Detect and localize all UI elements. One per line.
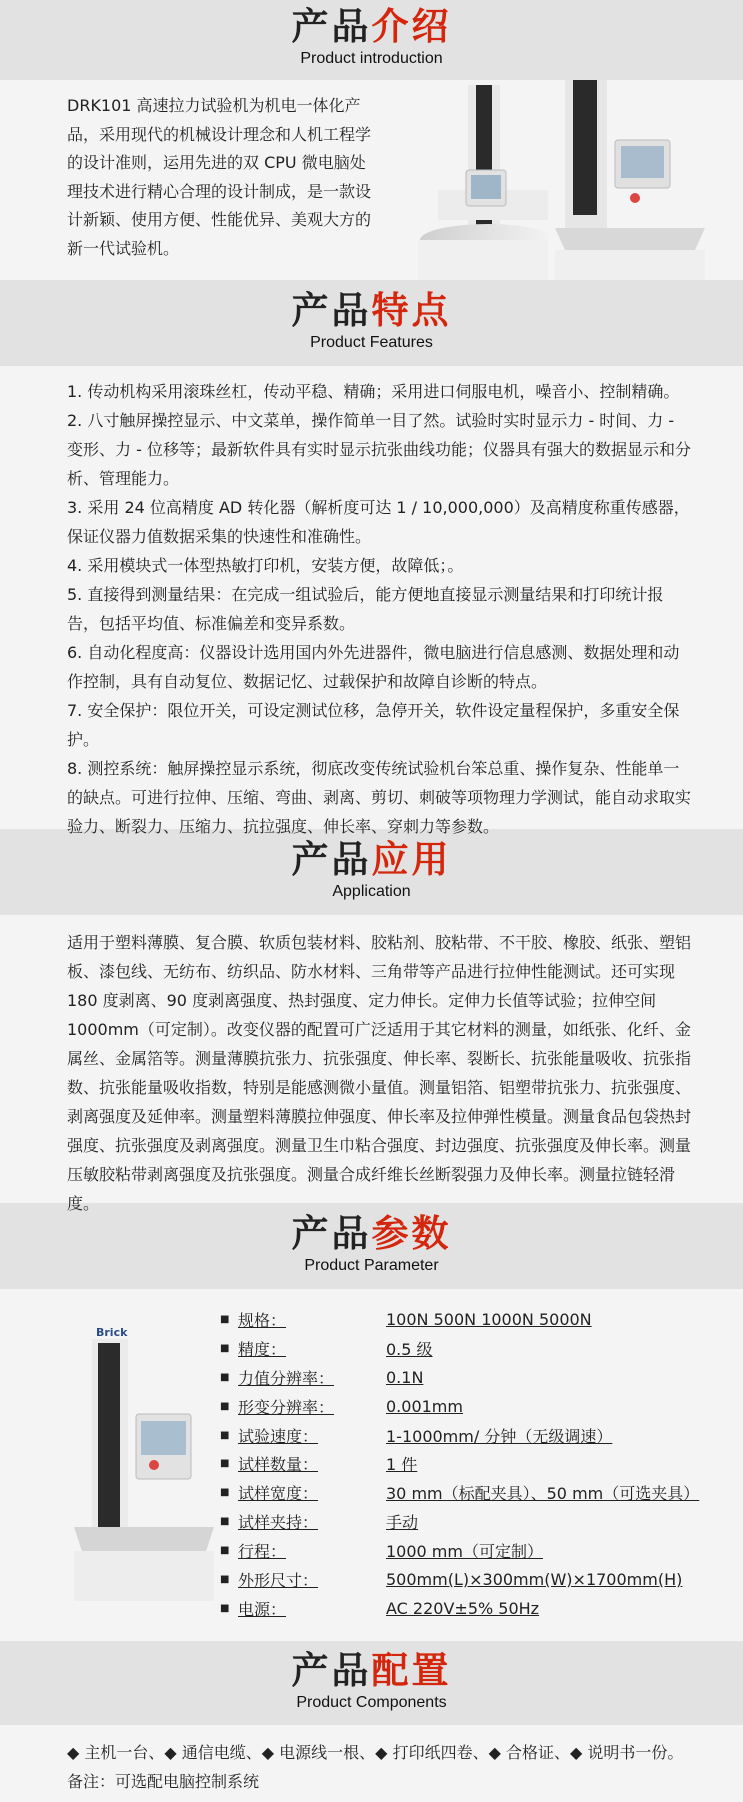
section-header-application	[0, 829, 743, 915]
bullet-icon: ■	[220, 1458, 230, 1470]
section-header-intro	[0, 0, 743, 80]
section-header-components	[0, 1641, 743, 1725]
parameter-title-en: Product Parameter	[304, 1257, 439, 1274]
section-body-intro	[0, 80, 743, 280]
param-row: ■ 试样夹持： 手动	[220, 1513, 419, 1533]
section-body-parameter	[0, 1289, 743, 1641]
feature-item: 6. 自动化程度高：仪器设计选用国内外先进器件，微电脑进行信息感测、数据处理和动作控制，具有自动复位、数据记忆、过载保护和故障自诊断的特点。	[67, 643, 680, 691]
param-row: ■ 试验速度： 1-1000mm/ 分钟（无级调速）	[220, 1426, 613, 1446]
components-note: 备注：可选配电脑控制系统	[67, 1772, 260, 1791]
application-title-en: Application	[332, 883, 411, 900]
bullet-icon: ■	[220, 1342, 230, 1354]
bullet-icon: ■	[220, 1313, 230, 1325]
param-row: ■ 试样宽度： 30 mm（标配夹具）、50 mm（可选夹具）	[220, 1484, 700, 1504]
intro-text: DRK101 高速拉力试验机为机电一体化产品，采用现代的机械设计理念和人机工程学的设计准则，运用先进的双 CPU 微电脑处理技术进行精心合理的设计制成，是一款设计新颖、使用方便、性能优异、美观大方的新一代试验机。	[67, 96, 372, 258]
components-title: 产品配置	[291, 1649, 452, 1692]
feature-item: 2. 八寸触屏操控显示、中文菜单，操作简单一目了然。试验时实时显示力 - 时间、力 - 变形、力 - 位移等；最新软件具有实时显示抗张曲线功能；仪器具有强大的数据显示和分析、管理能力。	[67, 411, 691, 488]
components-list: ◆ 主机一台、◆ 通信电缆、◆ 电源线一根、◆ 打印纸四卷、◆ 合格证、◆ 说明书一份。	[67, 1743, 684, 1762]
section-header-features	[0, 280, 743, 366]
bullet-icon: ■	[220, 1487, 230, 1499]
application-title: 产品应用	[291, 838, 452, 881]
machine-image-3	[74, 1319, 214, 1609]
bullet-icon: ■	[220, 1573, 230, 1585]
param-row: ■ 外形尺寸： 500mm(L)×300mm(W)×1700mm(H)	[220, 1569, 683, 1590]
bullet-icon: ■	[220, 1371, 230, 1383]
feature-item: 5. 直接得到测量结果：在完成一组试验后，能方便地直接显示测量结果和打印统计报告，包括平均值、标准偏差和变异系数。	[67, 585, 664, 633]
section-body-components	[0, 1725, 743, 1802]
intro-title: 产品介绍	[291, 5, 452, 48]
features-title-en: Product Features	[310, 334, 433, 351]
param-row: ■ 力值分辨率： 0.1N	[220, 1367, 424, 1388]
feature-item: 8. 测控系统：触屏操控显示系统，彻底改变传统试验机台笨总重、操作复杂、性能单一的缺点。可进行拉伸、压缩、弯曲、剥离、剪切、刺破等项物理力学测试，能自动求取实验力、断裂力、压缩力、抗拉强度、伸长率、穿刺力等参数。	[67, 759, 692, 836]
bullet-icon: ■	[220, 1400, 230, 1412]
param-row: ■ 电源： AC 220V±5% 50Hz	[220, 1598, 540, 1619]
bullet-icon: ■	[220, 1516, 230, 1528]
feature-item: 7. 安全保护：限位开关，可设定测试位移，急停开关，软件设定量程保护，多重安全保护。	[67, 701, 680, 749]
feature-item: 1. 传动机构采用滚珠丝杠，传动平稳、精确；采用进口伺服电机，噪音小、控制精确。	[67, 382, 680, 401]
bullet-icon: ■	[220, 1545, 230, 1557]
section-header-parameter	[0, 1203, 743, 1289]
application-text: 适用于塑料薄膜、复合膜、软质包装材料、胶粘剂、胶粘带、不干胶、橡胶、纸张、塑铝板、漆包线、无纺布、纺织品、防水材料、三角带等产品进行拉伸性能测试。还可实现 180 度剥离、90 度剥离强度、热封强度、定力伸长。定伸力长值等试验；拉伸空间 1000mm（可定制）。改变仪器的配置可广泛适用于其它材料的测量，如纸张、化纤、金属丝、金属箔等。测量薄膜抗张力、抗张强度、伸长率、裂断长、抗张能量吸收、抗张指数、抗张能量吸收指数，特别是能感测微小量值。测量铝箔、铝塑带抗张力、抗张强度、剥离强度及延伸率。测量塑料薄膜拉伸强度、伸长率及拉伸弹性模量。测量食品包袋热封强度、抗张强度及剥离强度。测量卫生巾粘合强度、封边强度、抗张强度及伸长率。测量压敏胶粘带剥离强度及抗张强度。测量合成纤维长丝断裂强力及伸长率。测量拉链轻滑度。	[67, 933, 692, 1213]
machine-image-1	[418, 80, 548, 280]
section-body-application	[0, 915, 743, 1213]
feature-item: 3. 采用 24 位高精度 AD 转化器（解析度可达 1 / 10,000,000）及高精度称重传感器，保证仪器力值数据采集的快速性和准确性。	[67, 498, 690, 546]
components-title-en: Product Components	[296, 1694, 447, 1711]
param-row: ■ 形变分辨率： 0.001mm	[220, 1396, 463, 1417]
features-title: 产品特点	[291, 289, 452, 332]
brand-logo: Brick	[96, 1326, 128, 1339]
param-row: ■ 精度： 0.5 级	[220, 1339, 433, 1359]
parameter-list	[220, 1305, 699, 1623]
section-body-features	[0, 366, 743, 836]
bullet-icon: ■	[220, 1429, 230, 1441]
feature-item: 4. 采用模块式一体型热敏打印机，安装方便，故障低；。	[67, 556, 464, 575]
bullet-icon: ■	[220, 1602, 230, 1614]
param-row: ■ 行程： 1000 mm（可定制）	[220, 1542, 543, 1562]
machine-image-2	[555, 80, 705, 280]
parameter-title: 产品参数	[291, 1212, 452, 1255]
intro-title-en: Product introduction	[300, 50, 443, 67]
param-row: ■ 试样数量： 1 件	[220, 1455, 418, 1475]
param-row: ■ 规格： 100N 500N 1000N 5000N	[220, 1309, 592, 1330]
